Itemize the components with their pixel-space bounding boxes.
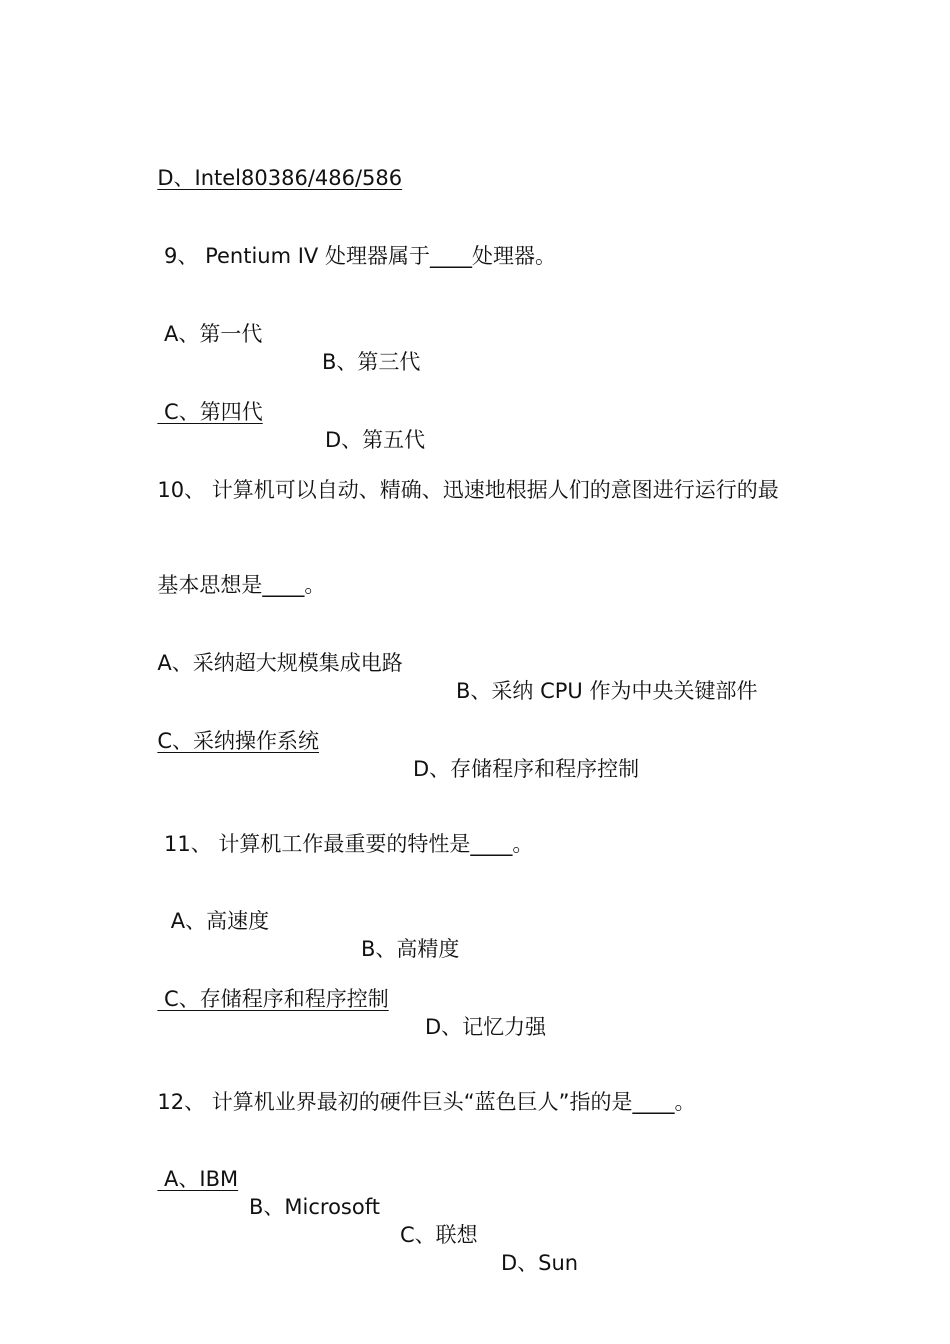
option-b: B、采纳 CPU 作为中央关键部件 — [456, 679, 758, 703]
option-c-answer: C、第四代 — [157, 400, 263, 424]
question-9-text — [144, 214, 556, 270]
question-10-text-cont — [144, 543, 325, 599]
question-12-text — [144, 1060, 696, 1116]
question-11-text — [144, 802, 533, 858]
question-10-options-cd — [144, 699, 640, 783]
question-9-options-cd — [144, 370, 426, 454]
option-d: D、记忆力强 — [425, 1015, 547, 1039]
option-b: B、Microsoft — [249, 1195, 380, 1219]
question-10-options-ab — [144, 621, 758, 705]
question-10-text — [144, 448, 779, 504]
option-d-intel — [144, 136, 402, 192]
option-b: B、第三代 — [322, 350, 421, 374]
option-b: B、高精度 — [361, 937, 460, 961]
question-11-options-cd — [144, 957, 547, 1041]
option-a: A、高速度 — [157, 909, 270, 933]
option-d: D、存储程序和程序控制 — [413, 757, 640, 781]
option-d: D、Sun — [501, 1251, 579, 1275]
question-text: 11、 计算机工作最重要的特性是____。 — [157, 832, 534, 856]
option-a: A、采纳超大规模集成电路 — [157, 651, 403, 675]
question-text: 10、 计算机可以自动、精确、迅速地根据人们的意图进行运行的最 — [157, 478, 779, 502]
question-12-options — [144, 1137, 579, 1277]
option-c-answer: C、采纳操作系统 — [157, 729, 320, 753]
option-c: C、联想 — [400, 1223, 478, 1247]
question-11-options-ab — [144, 879, 460, 963]
option-a-answer: A、IBM — [157, 1167, 239, 1191]
question-text: 12、 计算机业界最初的硬件巨头“蓝色巨人”指的是____。 — [157, 1090, 696, 1114]
question-9-options-ab — [144, 292, 421, 376]
option-d: D、第五代 — [325, 428, 426, 452]
question-text: 9、 Pentium IV 处理器属于____处理器。 — [157, 244, 556, 268]
answer-text: D、Intel80386/486/586 — [157, 166, 403, 190]
question-text: 基本思想是____。 — [157, 573, 326, 597]
option-c-answer: C、存储程序和程序控制 — [157, 987, 389, 1011]
option-a: A、第一代 — [157, 322, 263, 346]
